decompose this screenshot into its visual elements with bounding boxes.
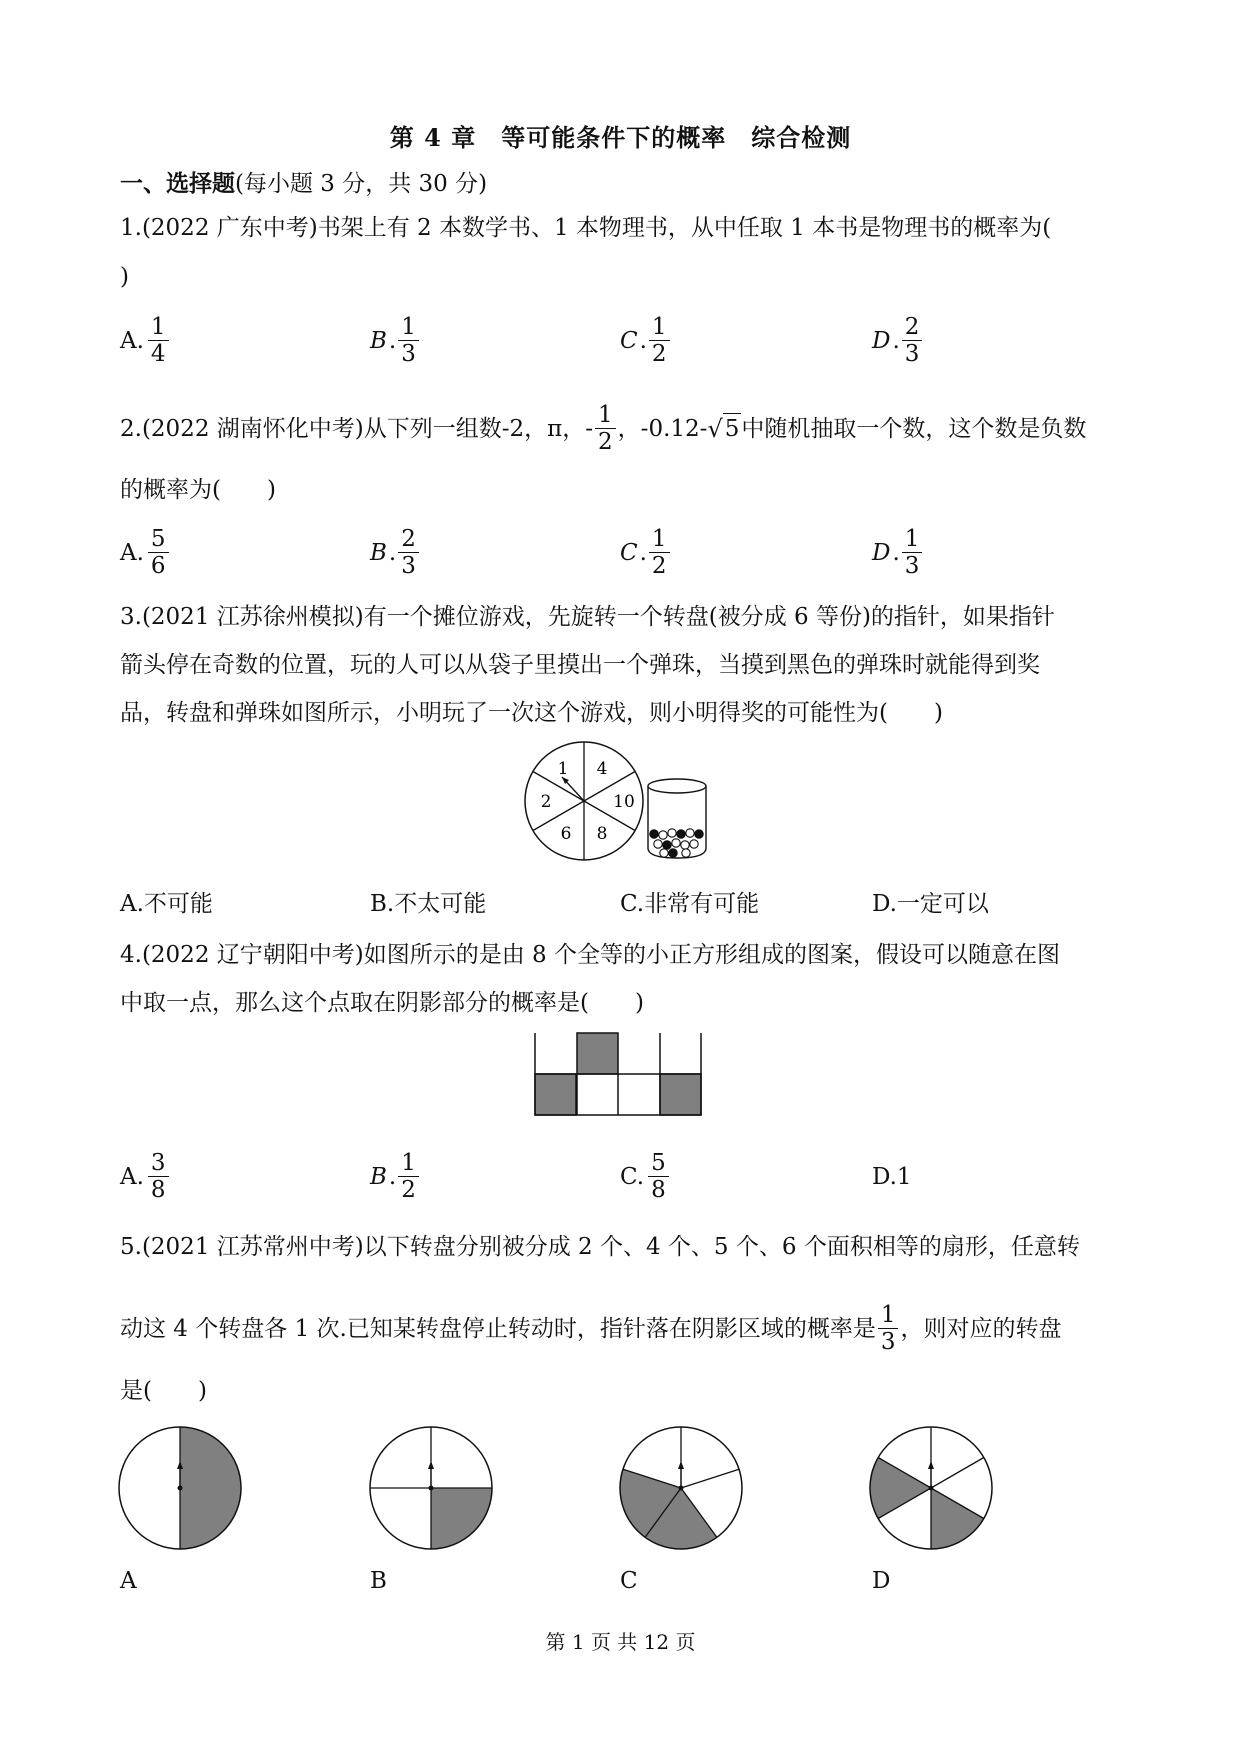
q3-option-c: C.非常有可能 (620, 891, 760, 917)
spinner-b (367, 1424, 495, 1552)
denominator: 3 (880, 1329, 896, 1355)
denominator: 6 (150, 553, 166, 579)
q5-label-d: D (872, 1568, 891, 1594)
q2-option-a (120, 526, 171, 579)
option-letter: C (620, 327, 638, 354)
option-letter: D (872, 327, 891, 354)
spinner-label-4: 4 (596, 759, 608, 779)
option-letter: B (370, 539, 387, 566)
numerator: 1 (398, 314, 419, 341)
denominator: 2 (401, 1177, 416, 1203)
numerator: 1 (148, 314, 169, 341)
numerator: 1 (902, 526, 923, 553)
q4-option-a (120, 1150, 171, 1203)
option-letter: A. (120, 1163, 144, 1190)
denominator: 8 (150, 1177, 166, 1203)
denominator: 8 (651, 1177, 666, 1203)
numerator: 1 (595, 402, 616, 429)
spinner-label-10: 10 (613, 792, 635, 812)
shaded-square (535, 1074, 576, 1115)
shaded-square (660, 1074, 701, 1115)
option-letter: B (370, 1163, 387, 1190)
q3-line1: 3.(2021 江苏徐州模拟)有一个摊位游戏，先旋转一个转盘(被分成 6 等份)的指针，如果指针 (120, 604, 1055, 630)
q1-option-c: C . $\frac{1}{2}$ (620, 314, 672, 367)
q1-option-a (120, 314, 171, 367)
q2-line2: 的概率为( ) (120, 477, 276, 503)
numerator: 5 (148, 526, 169, 553)
denominator: 2 (651, 341, 667, 367)
denominator: 3 (401, 553, 416, 579)
denominator: 4 (150, 341, 166, 367)
numerator: 1 (398, 1150, 419, 1177)
q5-label-c: C (620, 1568, 638, 1594)
sqrt-value: 5 (723, 413, 742, 444)
q2-suffix: 中随机抽取一个数，这个数是负数 (741, 415, 1087, 442)
numerator: 1 (649, 526, 670, 553)
numerator: 2 (902, 314, 923, 341)
q4-line1: 4.(2022 辽宁朝阳中考)如图所示的是由 8 个全等的小正方形组成的图案，假设可以随意在图 (120, 942, 1060, 968)
q1-option-b: B . $\frac{1}{3}$ (370, 314, 421, 367)
sqrt-expression: √ 5 (707, 414, 740, 443)
q4-option-d: D.1 (872, 1164, 912, 1190)
fraction (648, 1150, 669, 1203)
q5-line1: 5.(2021 江苏常州中考)以下转盘分别被分成 2 个、4 个、5 个、6 个面积相等的扇形，任意转 (120, 1234, 1080, 1260)
q5-line2 (120, 1302, 1061, 1355)
spinner (525, 742, 643, 860)
q5-label-a: A (120, 1568, 137, 1594)
fraction (148, 314, 169, 367)
square-pattern-figure (534, 1032, 706, 1116)
q1-option-d: D . $\frac{2}{3}$ (872, 314, 924, 367)
q2-line1 (120, 402, 1086, 455)
fraction (595, 402, 616, 455)
marble-jar (648, 779, 706, 858)
spinner-d (867, 1424, 995, 1552)
q5-line2-a: 动这 4 个转盘各 1 次.已知某转盘停止转动时，指针落在阴影区域的概率是 (120, 1315, 876, 1342)
fraction (398, 1150, 419, 1203)
q1-line2: ) (120, 264, 129, 290)
fraction (148, 1150, 169, 1203)
section-note: (每小题 3 分，共 30 分) (235, 171, 488, 197)
numerator: 1 (878, 1302, 899, 1329)
q3-option-d: D.一定可以 (872, 891, 989, 917)
q2-mid: ，-0.12- (617, 415, 708, 442)
spinner-label-6: 6 (560, 824, 572, 844)
spinner-label-8: 8 (596, 824, 608, 844)
option-letter: D (872, 539, 891, 566)
q1-line1: 1.(2022 广东中考)书架上有 2 本数学书、1 本物理书，从中任取 1 本书是物理书的概率为( (120, 215, 1052, 241)
arrow-icon (678, 1461, 684, 1469)
shaded-square (577, 1033, 618, 1074)
fraction (398, 314, 419, 367)
q5-label-b: B (370, 1568, 387, 1594)
fraction (398, 526, 419, 579)
arrow-icon (428, 1461, 434, 1469)
q2-option-d: D . $\frac{1}{3}$ (872, 526, 924, 579)
spinner-and-jar-figure (520, 738, 720, 866)
numerator: 1 (649, 314, 670, 341)
q2-prefix: 2.(2022 湖南怀化中考)从下列一组数-2，π，- (120, 415, 594, 442)
q5-line3: 是( ) (120, 1378, 207, 1404)
q4-line2: 中取一点，那么这个点取在阴影部分的概率是( ) (120, 990, 644, 1016)
q3-line2: 箭头停在奇数的位置，玩的人可以从袋子里摸出一个弹珠，当摸到黑色的弹珠时就能得到奖 (120, 652, 1040, 678)
fraction (878, 1302, 899, 1355)
q5-line2-b: ，则对应的转盘 (900, 1315, 1062, 1342)
option-letter: A. (120, 327, 144, 354)
denominator: 2 (651, 553, 667, 579)
spinner-label-1: 1 (557, 759, 569, 779)
fraction (148, 526, 169, 579)
numerator: 3 (148, 1150, 169, 1177)
q2-option-c: C . $\frac{1}{2}$ (620, 526, 672, 579)
denominator: 3 (904, 341, 920, 367)
option-letter: C. (620, 1163, 645, 1190)
q3-option-a: A.不可能 (120, 891, 213, 917)
section-heading-text: 一、选择题 (120, 170, 235, 197)
fraction (649, 526, 670, 579)
arrow-icon (928, 1461, 934, 1469)
option-letter: C (620, 539, 638, 566)
numerator: 5 (648, 1150, 669, 1177)
fraction (902, 314, 923, 367)
fraction (902, 526, 923, 579)
q2-option-b: B . $\frac{2}{3}$ (370, 526, 421, 579)
option-letter: A. (120, 539, 144, 566)
section-heading (120, 165, 487, 198)
option-letter: B (370, 327, 387, 354)
spinner-a (116, 1424, 244, 1552)
spinner-c (617, 1424, 745, 1552)
numerator: 2 (398, 526, 419, 553)
fraction (649, 314, 670, 367)
denominator: 2 (598, 429, 613, 455)
page-title: 第 4 章 等可能条件下的概率 综合检测 (389, 123, 852, 152)
denominator: 3 (401, 341, 416, 367)
q4-option-c (620, 1150, 671, 1203)
q3-line3: 品，转盘和弹珠如图所示，小明玩了一次这个游戏，则小明得奖的可能性为( ) (120, 700, 943, 726)
spinner-label-2: 2 (540, 792, 552, 812)
page-footer: 第 1 页 共 12 页 (545, 1630, 696, 1654)
q3-option-b: B.不太可能 (370, 891, 487, 917)
q4-option-b: B . $\frac{1}{2}$ (370, 1150, 421, 1203)
denominator: 3 (904, 553, 920, 579)
